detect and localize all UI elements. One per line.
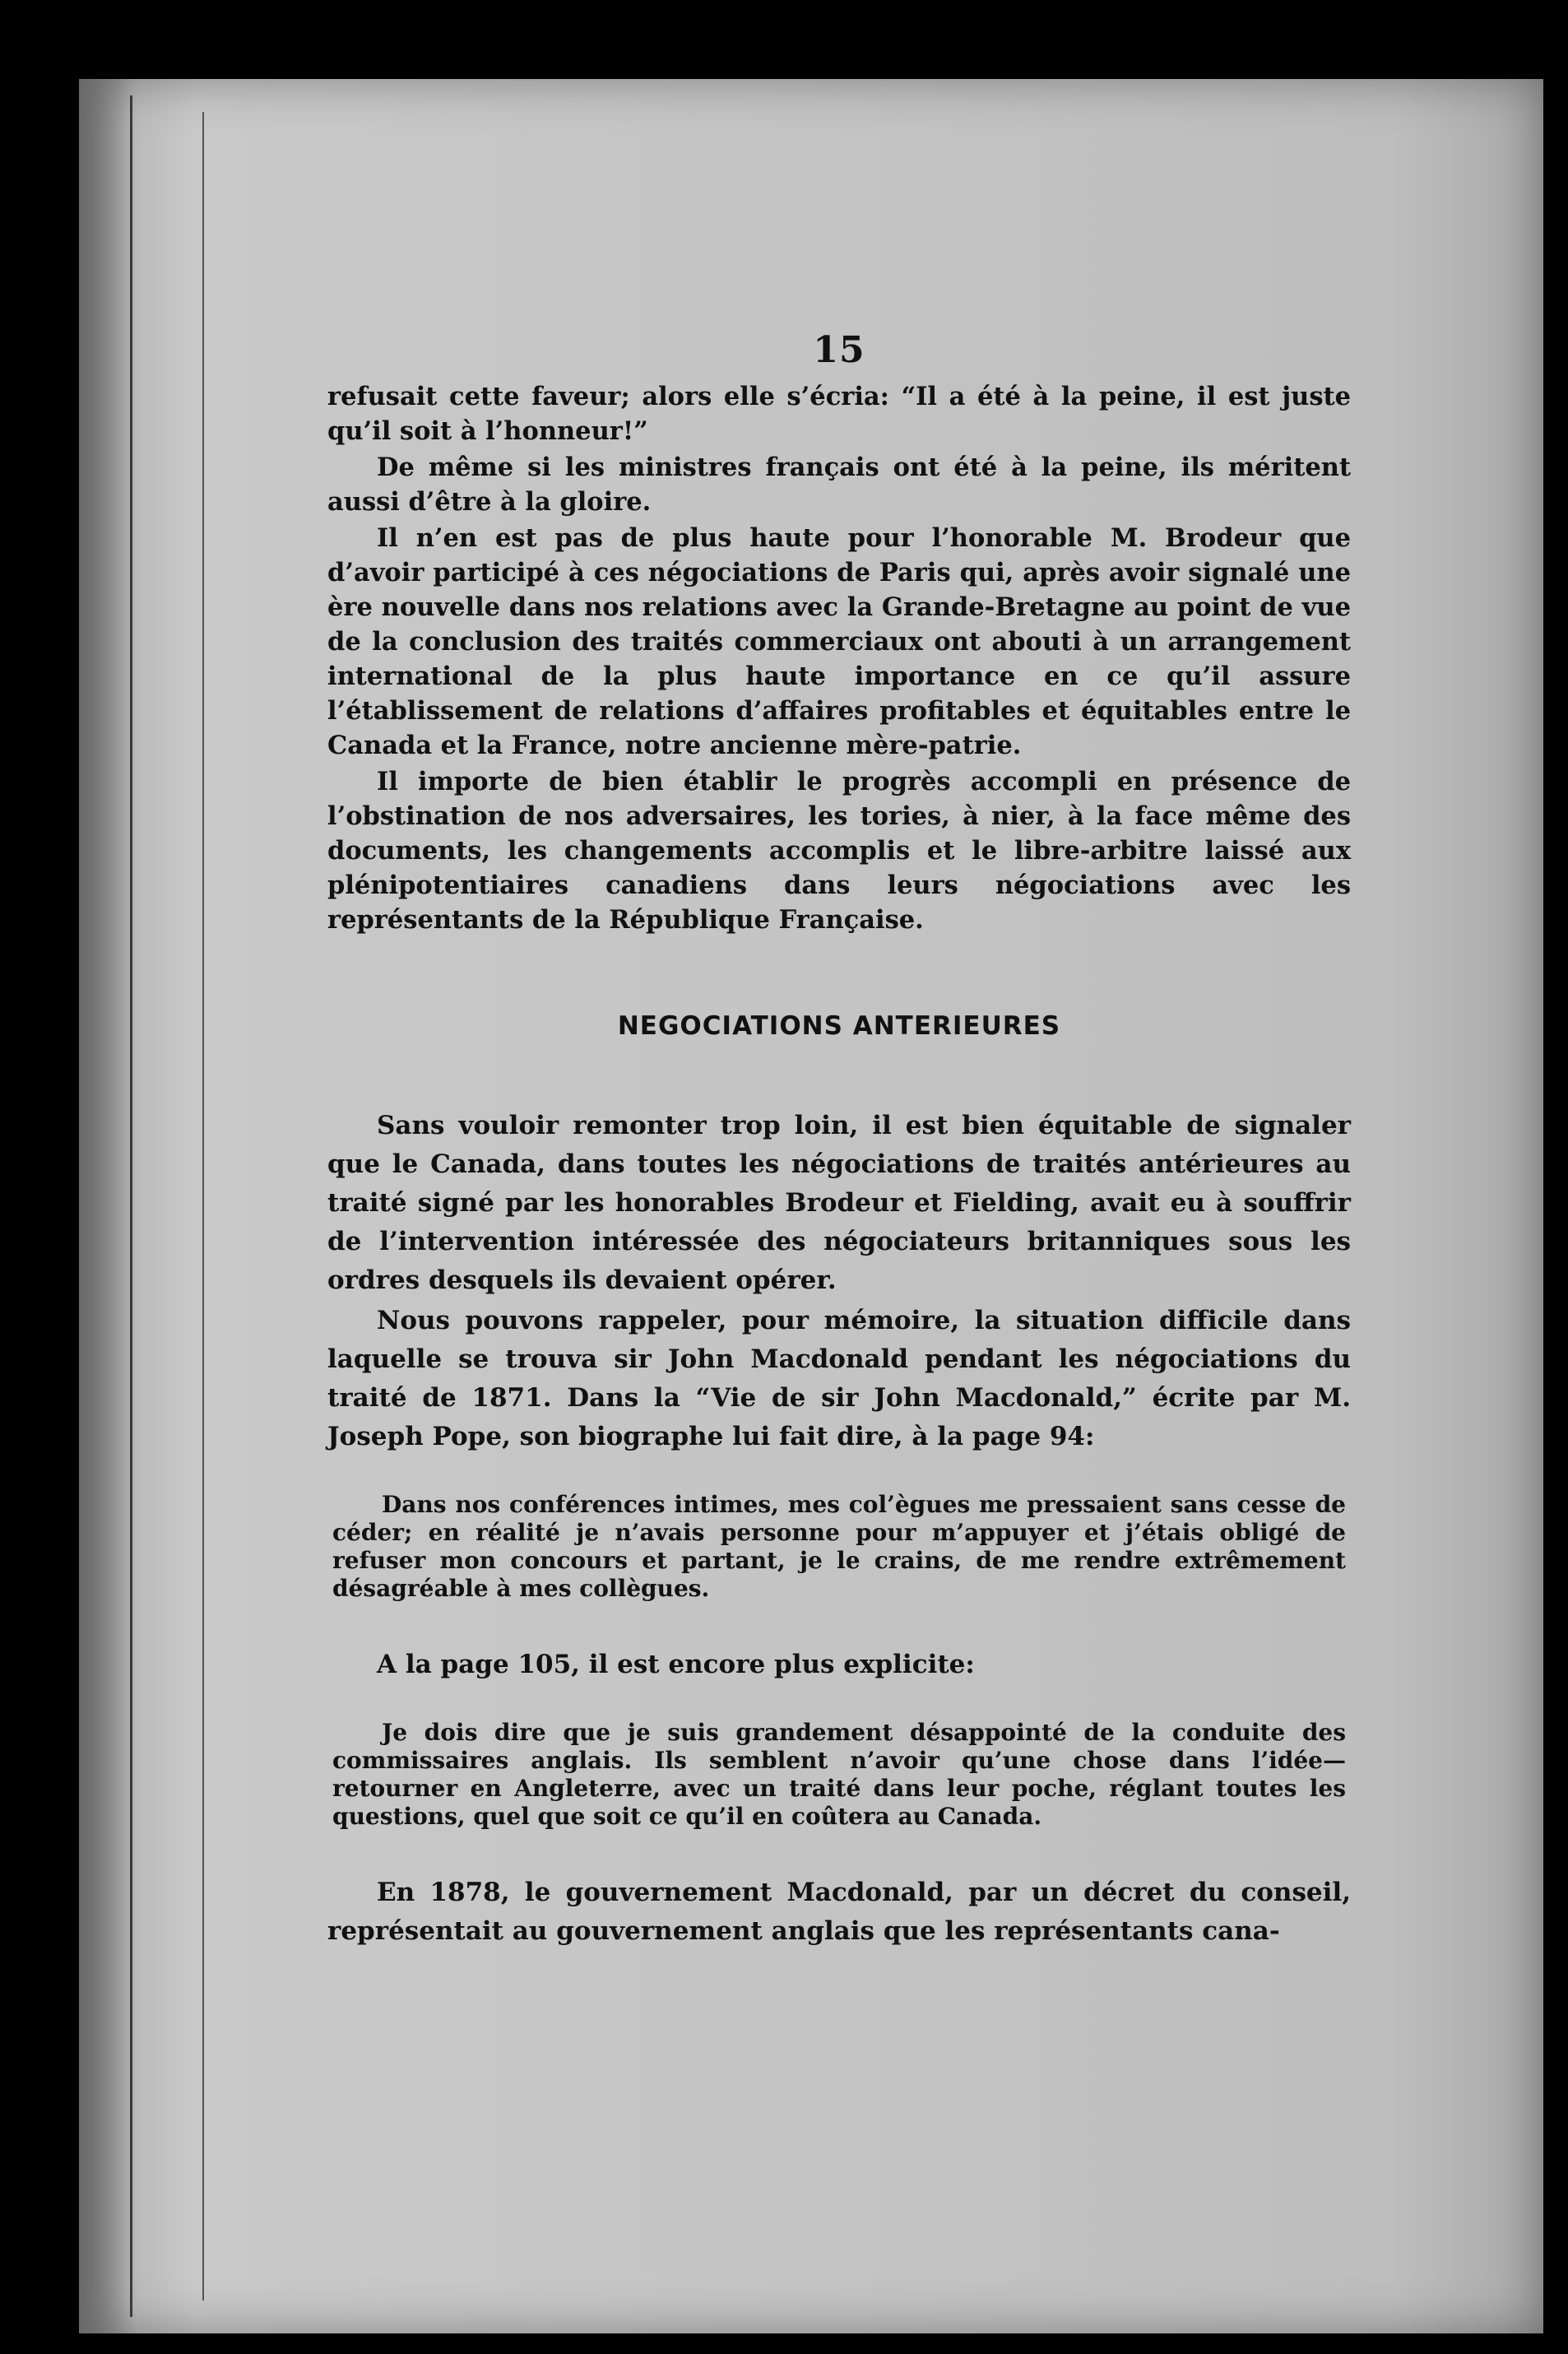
paragraph-4: Il importe de bien établir le progrès accompli en présence de l’obstination de nos adversaires, les tories, à nier, à la face même des documents, les changements accomplis et le libre-arbitre laissé aux plénipotentiaires canadiens dans leurs négociations avec les représentants de la République Française. [327,767,1351,935]
gutter-rule [202,112,204,2301]
paragraph-3: Il n’en est pas de plus haute pour l’honorable M. Brodeur que d’avoir participé à ces négociations de Paris qui, après avoir signalé une ère nouvelle dans nos relations avec la Grande-Bretagne au point de vue de la conclusion des traités commerciaux ont abouti à un arrangement international de la plus haute importance en ce qu’il assure l’établissement de relations d’affaires profitables et équitables entre le Canada et la France, notre ancienne mère-patrie. [327,523,1351,760]
paragraph-5: Sans vouloir remonter trop loin, il est bien équitable de signaler que le Canada, dans toutes les négociations de traités antérieures au traité signé par les honorables Brodeur et Fielding, avait eu à souffrir de l’intervention intéressée des négociateurs britanniques sous les ordres desquels ils devaient opérer. [327,1111,1351,1295]
paragraph-6: Nous pouvons rappeler, pour mémoire, la situation difficile dans laquelle se trouva sir John Macdonald pendant les négociations du traité de 1871. Dans la “Vie de sir John Macdonald,” écrite par M. Joseph Pope, son biographe lui fait dire, à la page 94: [327,1306,1351,1451]
paragraph-8: En 1878, le gouvernement Macdonald, par un décret du conseil, représentait au gouvernement anglais que les représentants cana- [327,1878,1351,1946]
block-quote-1: Dans nos conférences intimes, mes col’ègues me pressaient sans cesse de céder; en réalité je n’avais personne pour m’appuyer et j’étais obligé de refuser mon concours et partant, je le crains, de me rendre extrêmement désagréable à mes collègues. [332,1491,1346,1602]
page-content [327,329,1351,1952]
paragraph-2: De même si les ministres français ont été à la peine, ils méritent aussi d’être à la gloire. [327,453,1351,517]
section-heading: NEGOCIATIONS ANTERIEURES [617,1011,1061,1041]
paragraph-1: refusait cette faveur; alors elle s’écria: “Il a été à la peine, il est juste qu’il soit à l’honneur!” [327,382,1351,446]
block-quote-2: Je dois dire que je suis grandement désappointé de la conduite des commissaires anglais. Ils semblent n’avoir qu’une chose dans l’idée—retourner en Angleterre, avec un traité dans leur poche, réglant toutes les questions, quel que soit ce qu’il en coûtera au Canada. [332,1719,1346,1830]
page-number: 15 [813,329,865,371]
paragraph-7: A la page 105, il est encore plus explicite: [377,1650,975,1679]
left-margin-rule [130,95,132,2317]
